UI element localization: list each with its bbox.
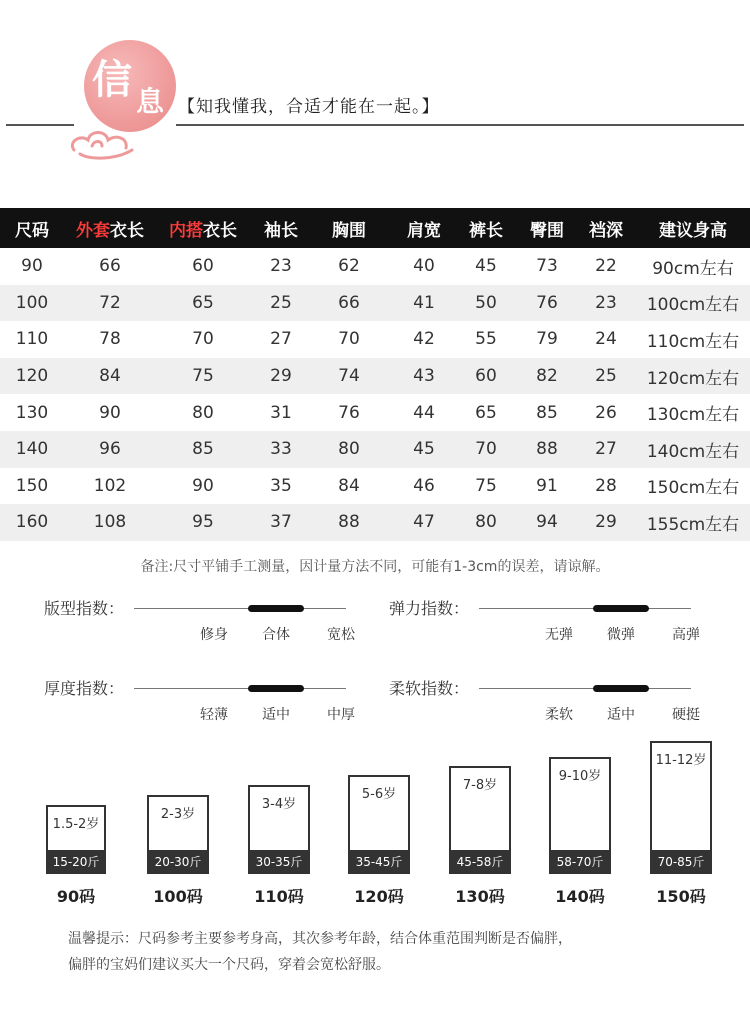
table-cell: 66	[338, 292, 360, 313]
table-header	[0, 208, 750, 248]
index-selected-marker	[248, 685, 304, 692]
size-weight: 15-20斤	[48, 850, 104, 872]
column-header-highlight: 外套	[76, 220, 110, 241]
tips-line-1: 温馨提示：尺码参考主要参考身高，其次参考年龄，结合体重范围判断是否偏胖，	[68, 931, 572, 947]
table-cell: 25	[595, 366, 617, 387]
size-age: 3-4岁	[261, 797, 297, 812]
size-code: 90码	[56, 887, 96, 906]
table-cell: 130cm左右	[646, 405, 740, 426]
index-option: 高弹	[672, 627, 700, 643]
size-code: 140码	[555, 887, 605, 906]
size-weight: 20-30斤	[149, 850, 207, 872]
table-cell: 80	[338, 439, 360, 460]
table-cell: 75	[475, 475, 497, 496]
size-code: 130码	[455, 887, 505, 906]
table-cell: 44	[413, 402, 435, 423]
table-cell: 66	[99, 256, 121, 277]
table-row	[0, 285, 750, 322]
column-header	[0, 208, 64, 248]
index-selected-marker	[248, 605, 304, 612]
column-header	[387, 208, 461, 248]
index-option: 修身	[200, 627, 228, 643]
table-cell: 23	[270, 256, 292, 277]
table-cell: 40	[413, 256, 435, 277]
table-cell: 24	[595, 329, 617, 350]
index-group	[389, 676, 709, 736]
size-age: 2-3岁	[160, 807, 196, 822]
index-group	[389, 596, 709, 656]
column-header-label: 袖长	[264, 220, 298, 241]
size-table	[0, 208, 750, 541]
index-option: 适中	[607, 707, 635, 723]
table-cell: 140	[15, 439, 49, 460]
index-label: 版型指数：	[44, 599, 125, 618]
size-box	[650, 741, 712, 874]
table-cell: 90	[192, 475, 214, 496]
table-body	[0, 248, 750, 541]
table-cell: 25	[270, 292, 292, 313]
table-cell: 84	[99, 366, 121, 387]
size-age: 5-6岁	[361, 787, 397, 802]
index-label: 弹力指数：	[389, 599, 470, 618]
table-row	[0, 358, 750, 395]
table-cell: 27	[270, 329, 292, 350]
table-cell: 55	[475, 329, 497, 350]
table-cell: 72	[99, 292, 121, 313]
size-weight: 70-85斤	[652, 850, 710, 872]
table-cell: 88	[536, 439, 558, 460]
table-cell: 95	[192, 512, 214, 533]
column-header	[64, 208, 156, 248]
index-selected-marker	[593, 685, 649, 692]
table-note: 备注:尺寸平铺手工测量，因计量方法不同，可能有1-3cm的误差，请谅解。	[140, 559, 610, 575]
table-cell: 70	[475, 439, 497, 460]
size-age: 7-8岁	[462, 778, 498, 793]
table-row	[0, 468, 750, 505]
table-cell: 80	[192, 402, 214, 423]
index-option: 硬挺	[672, 707, 700, 723]
table-cell: 76	[338, 402, 360, 423]
size-code: 150码	[656, 887, 706, 906]
table-row	[0, 431, 750, 468]
column-header	[251, 208, 311, 248]
size-box	[248, 785, 310, 874]
index-label: 厚度指数：	[44, 679, 125, 698]
size-code: 100码	[153, 887, 203, 906]
index-option: 柔软	[545, 707, 573, 723]
size-weight: 58-70斤	[551, 850, 609, 872]
table-cell: 160	[15, 512, 49, 533]
table-cell: 150	[15, 475, 49, 496]
index-group	[44, 596, 364, 656]
table-cell: 96	[99, 439, 121, 460]
table-cell: 150cm左右	[646, 478, 740, 499]
table-cell: 110	[15, 329, 49, 350]
table-cell: 130	[15, 402, 49, 423]
header-rule-left	[6, 124, 74, 126]
index-selected-marker	[593, 605, 649, 612]
table-cell: 90	[99, 402, 121, 423]
index-scale-line	[479, 688, 691, 689]
table-cell: 85	[192, 439, 214, 460]
column-header-label: 建议身高	[659, 220, 727, 241]
size-box	[46, 805, 106, 874]
table-cell: 91	[536, 475, 558, 496]
table-cell: 78	[99, 329, 121, 350]
table-cell: 62	[338, 256, 360, 277]
table-cell: 120cm左右	[646, 368, 740, 389]
column-header-label: 尺码	[15, 220, 49, 241]
header	[0, 0, 750, 170]
column-header	[155, 208, 251, 248]
table-cell: 60	[475, 366, 497, 387]
column-header	[311, 208, 387, 248]
title-char-1: 信	[92, 56, 132, 103]
table-cell: 70	[338, 329, 360, 350]
column-header-label: 臀围	[530, 220, 564, 241]
column-header-label: 衣长	[203, 220, 237, 241]
table-cell: 74	[338, 366, 360, 387]
table-cell: 23	[595, 292, 617, 313]
table-cell: 33	[270, 439, 292, 460]
table-cell: 155cm左右	[646, 514, 740, 535]
table-cell: 73	[536, 256, 558, 277]
index-scale-line	[479, 608, 691, 609]
title-char-2: 息	[136, 85, 165, 118]
column-header	[577, 208, 635, 248]
table-cell: 70	[192, 329, 214, 350]
table-row	[0, 321, 750, 358]
table-cell: 80	[475, 512, 497, 533]
tips-line-2: 偏胖的宝妈们建议买大一个尺码，穿着会宽松舒服。	[68, 957, 390, 973]
table-cell: 90	[21, 256, 43, 277]
table-cell: 102	[93, 475, 127, 496]
index-label: 柔软指数：	[389, 679, 470, 698]
table-cell: 65	[192, 292, 214, 313]
size-weight: 45-58斤	[451, 850, 509, 872]
index-option: 宽松	[327, 627, 355, 643]
table-cell: 41	[413, 292, 435, 313]
table-cell: 75	[192, 366, 214, 387]
index-option: 微弹	[607, 627, 635, 643]
column-header-label: 衣长	[110, 220, 144, 241]
table-cell: 100	[15, 292, 49, 313]
size-code: 120码	[354, 887, 404, 906]
tips	[68, 926, 708, 978]
table-cell: 43	[413, 366, 435, 387]
size-box	[449, 766, 511, 874]
size-age: 11-12岁	[655, 753, 707, 768]
table-cell: 42	[413, 329, 435, 350]
table-cell: 46	[413, 475, 435, 496]
index-option: 适中	[262, 707, 290, 723]
size-code: 110码	[254, 887, 304, 906]
column-header-label: 胸围	[332, 220, 366, 241]
size-box	[348, 775, 410, 874]
index-option: 中厚	[327, 707, 355, 723]
index-option: 轻薄	[200, 707, 228, 723]
table-cell: 85	[536, 402, 558, 423]
table-cell: 65	[475, 402, 497, 423]
table-cell: 31	[270, 402, 292, 423]
header-rule-right	[176, 124, 744, 126]
index-scale-line	[134, 608, 346, 609]
table-cell: 90cm左右	[652, 258, 734, 279]
column-header	[516, 208, 578, 248]
table-cell: 28	[595, 475, 617, 496]
size-box	[549, 757, 611, 874]
table-cell: 35	[270, 475, 292, 496]
column-header-label: 裆深	[589, 220, 623, 241]
table-cell: 110cm左右	[646, 331, 740, 352]
table-row	[0, 504, 750, 541]
table-cell: 140cm左右	[646, 441, 740, 462]
index-option: 合体	[262, 627, 290, 643]
table-cell: 45	[413, 439, 435, 460]
table-cell: 76	[536, 292, 558, 313]
table-cell: 50	[475, 292, 497, 313]
table-cell: 94	[536, 512, 558, 533]
table-cell: 79	[536, 329, 558, 350]
tagline: 【知我懂我，合适才能在一起。】	[178, 97, 440, 117]
table-cell: 29	[595, 512, 617, 533]
table-cell: 22	[595, 256, 617, 277]
cloud-ornament-icon	[66, 124, 138, 162]
index-option: 无弹	[545, 627, 573, 643]
index-group	[44, 676, 364, 736]
size-age: 1.5-2岁	[52, 817, 100, 832]
table-cell: 84	[338, 475, 360, 496]
column-header-label: 裤长	[469, 220, 503, 241]
table-cell: 108	[93, 512, 127, 533]
table-row	[0, 394, 750, 431]
table-cell: 47	[413, 512, 435, 533]
table-cell: 60	[192, 256, 214, 277]
table-cell: 29	[270, 366, 292, 387]
table-cell: 88	[338, 512, 360, 533]
table-cell: 100cm左右	[646, 295, 740, 316]
size-box	[147, 795, 209, 874]
size-weight: 35-45斤	[350, 850, 408, 872]
column-header	[456, 208, 516, 248]
column-header	[636, 208, 750, 248]
column-header-highlight: 内搭	[169, 220, 203, 241]
size-weight: 30-35斤	[250, 850, 308, 872]
table-cell: 120	[15, 366, 49, 387]
column-header-label: 肩宽	[407, 220, 441, 241]
index-scale-line	[134, 688, 346, 689]
size-age: 9-10岁	[558, 769, 602, 784]
table-cell: 37	[270, 512, 292, 533]
table-cell: 82	[536, 366, 558, 387]
table-cell: 45	[475, 256, 497, 277]
table-row	[0, 248, 750, 285]
table-cell: 26	[595, 402, 617, 423]
table-cell: 27	[595, 439, 617, 460]
